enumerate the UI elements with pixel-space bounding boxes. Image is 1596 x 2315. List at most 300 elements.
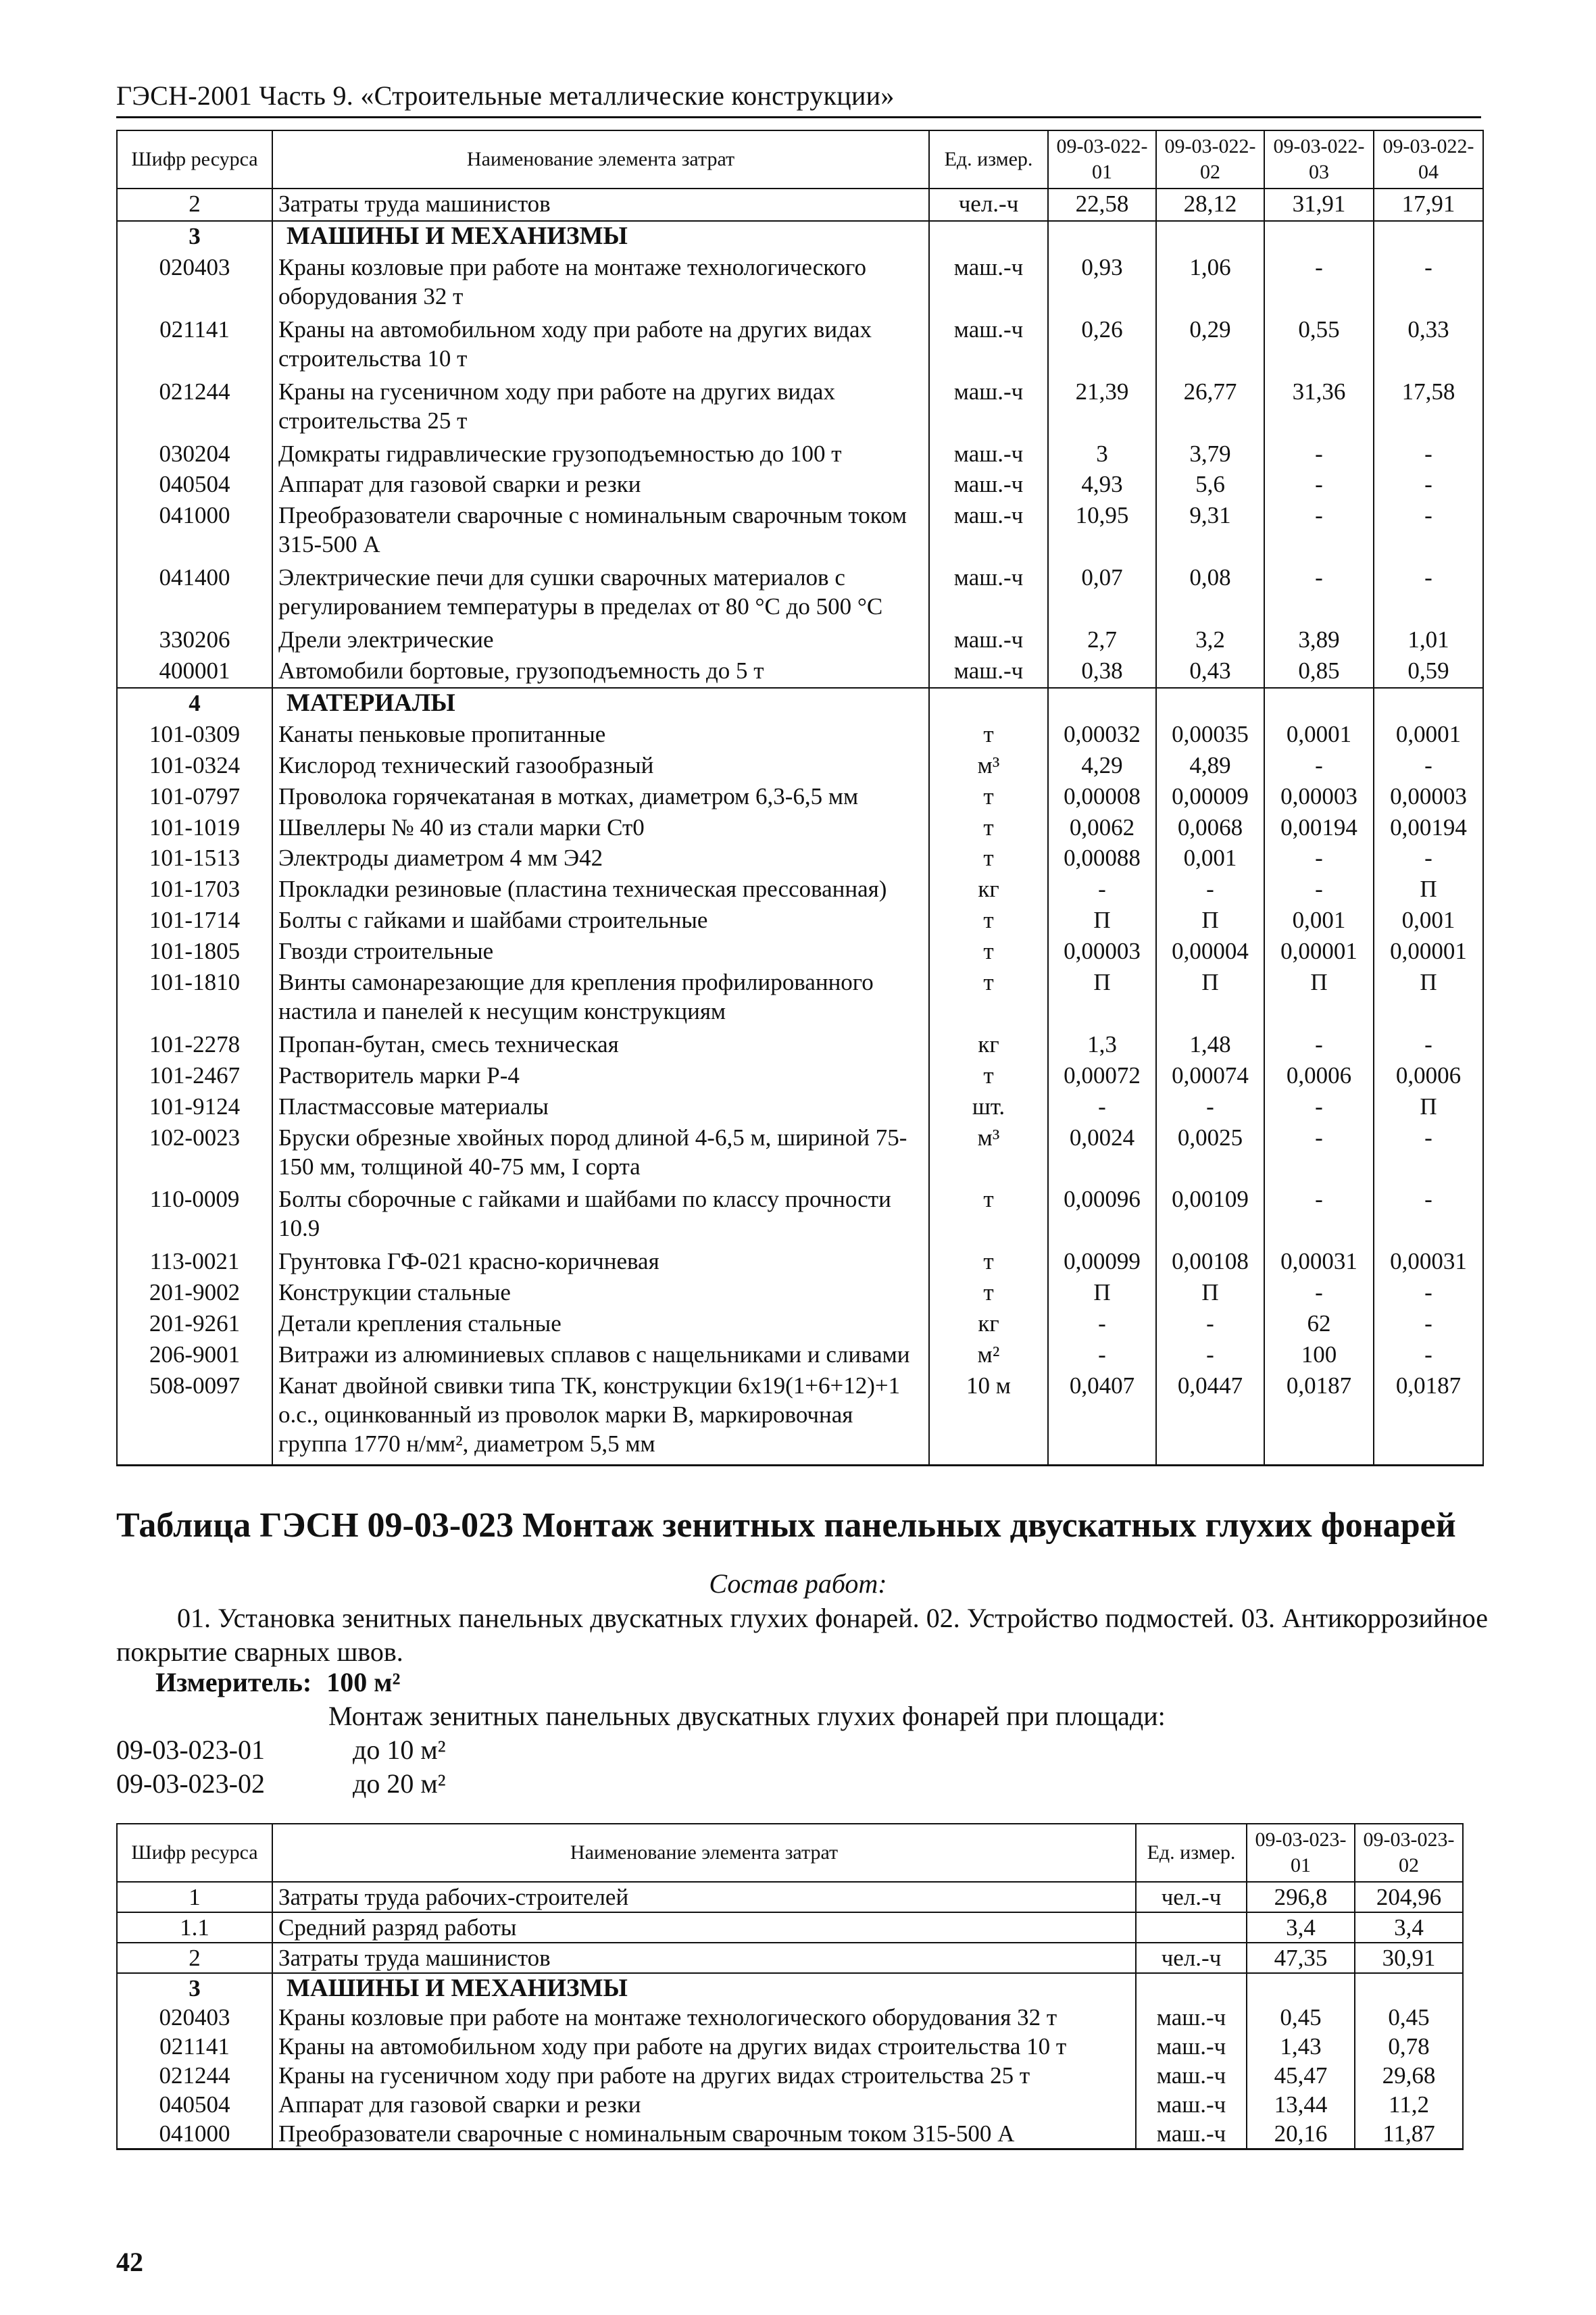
resource-name: Кислород технический газообразный: [272, 751, 929, 782]
resource-code: 101-0324: [117, 751, 272, 782]
table-row: [117, 874, 1483, 905]
value-variant-3: 0,00194: [1264, 813, 1374, 844]
resource-name: Болты с гайками и шайбами строительные: [272, 905, 929, 937]
value-variant-1: 0,0407: [1048, 1371, 1156, 1466]
unit: т: [929, 905, 1048, 937]
resource-code: 101-0797: [117, 782, 272, 813]
resource-name: Детали крепления стальные: [272, 1309, 929, 1340]
value-variant-4: -: [1374, 1340, 1483, 1371]
value-variant-1: 20,16: [1247, 2119, 1355, 2149]
value-variant-2: 0,43: [1156, 656, 1264, 688]
table-header-row: [117, 130, 1483, 189]
value-variant-3: 0,55: [1264, 315, 1374, 377]
resource-code: 041400: [117, 563, 272, 625]
value-variant-3: 0,0187: [1264, 1371, 1374, 1466]
value-variant-1: 13,44: [1247, 2090, 1355, 2119]
table-row: [117, 253, 1483, 315]
value-variant-2: [1156, 221, 1264, 253]
table-row: [117, 751, 1483, 782]
resource-code: 101-0309: [117, 720, 272, 751]
unit: м³: [929, 1123, 1048, 1185]
value-variant-4: -: [1374, 470, 1483, 501]
value-variant-2: 204,96: [1355, 1882, 1463, 1912]
value-variant-2: 28,12: [1156, 189, 1264, 221]
value-variant-1: 0,38: [1048, 656, 1156, 688]
value-variant-4: -: [1374, 843, 1483, 874]
table-row: [117, 1092, 1483, 1123]
value-variant-2: 29,68: [1355, 2061, 1463, 2090]
value-variant-1: 1,3: [1048, 1030, 1156, 1061]
value-variant-3: -: [1264, 1092, 1374, 1123]
value-variant-3: 0,00031: [1264, 1247, 1374, 1278]
resource-code: 101-1810: [117, 968, 272, 1030]
value-variant-1: -: [1048, 1309, 1156, 1340]
resource-name: Домкраты гидравлические грузоподъемностью до 100 т: [272, 439, 929, 470]
resource-code: 1: [117, 1882, 272, 1912]
resource-code: 3: [117, 1973, 272, 2003]
table-row: [117, 720, 1483, 751]
value-variant-4: 0,001: [1374, 905, 1483, 937]
resource-code: 2: [117, 1943, 272, 1973]
resource-name: Прокладки резиновые (пластина техническая прессованная): [272, 874, 929, 905]
table-row: [117, 1123, 1483, 1185]
value-variant-1: 10,95: [1048, 501, 1156, 563]
resource-name: Краны козловые при работе на монтаже технологического оборудования 32 т: [272, 253, 929, 315]
unit: кг: [929, 1030, 1048, 1061]
resource-name: Конструкции стальные: [272, 1278, 929, 1309]
value-variant-1: 4,29: [1048, 751, 1156, 782]
resource-name: Аппарат для газовой сварки и резки: [272, 2090, 1136, 2119]
value-variant-4: 0,33: [1374, 315, 1483, 377]
value-variant-2: 11,87: [1355, 2119, 1463, 2149]
value-variant-1: 21,39: [1048, 377, 1156, 439]
value-variant-3: -: [1264, 751, 1374, 782]
unit: [929, 221, 1048, 253]
resource-code: 101-2278: [117, 1030, 272, 1061]
resource-name: Винты самонарезающие для крепления профилированного настила и панелей к несущим конструкциям: [272, 968, 929, 1030]
value-variant-1: 0,00003: [1048, 937, 1156, 968]
resource-name: МАТЕРИАЛЫ: [272, 688, 929, 720]
resource-code: 3: [117, 221, 272, 253]
page-header: ГЭСН-2001 Часть 9. «Строительные металлические конструкции»: [116, 80, 895, 111]
resource-code: 101-1513: [117, 843, 272, 874]
resource-code: 400001: [117, 656, 272, 688]
value-variant-2: -: [1156, 1092, 1264, 1123]
value-variant-3: -: [1264, 874, 1374, 905]
value-variant-4: 0,00031: [1374, 1247, 1483, 1278]
unit: т: [929, 937, 1048, 968]
page-number: 42: [116, 2247, 143, 2277]
unit: м³: [929, 751, 1048, 782]
unit: шт.: [929, 1092, 1048, 1123]
value-variant-1: 0,00088: [1048, 843, 1156, 874]
resource-code: 102-0023: [117, 1123, 272, 1185]
resource-name: Витражи из алюминиевых сплавов с нащельниками и сливами: [272, 1340, 929, 1371]
value-variant-3: -: [1264, 1185, 1374, 1247]
resource-code: 101-9124: [117, 1092, 272, 1123]
value-variant-1: [1247, 1973, 1355, 2003]
value-variant-1: 0,93: [1048, 253, 1156, 315]
unit: маш.-ч: [929, 439, 1048, 470]
table-row: [117, 2032, 1463, 2061]
unit: маш.-ч: [1136, 2090, 1247, 2119]
value-variant-1: 0,0062: [1048, 813, 1156, 844]
value-variant-2: 3,79: [1156, 439, 1264, 470]
table-row: [117, 2119, 1463, 2149]
unit: чел.-ч: [1136, 1943, 1247, 1973]
value-variant-2: П: [1156, 905, 1264, 937]
col-header-code: Шифр ресурса: [117, 1824, 272, 1882]
value-variant-2: -: [1156, 1309, 1264, 1340]
value-variant-4: 17,58: [1374, 377, 1483, 439]
variant-code: 09-03-023-02: [116, 1768, 265, 1799]
unit: маш.-ч: [1136, 2119, 1247, 2149]
value-variant-4: 0,00003: [1374, 782, 1483, 813]
unit: маш.-ч: [929, 315, 1048, 377]
value-variant-2: 0,00035: [1156, 720, 1264, 751]
unit: чел.-ч: [1136, 1882, 1247, 1912]
value-variant-4: 1,01: [1374, 625, 1483, 656]
value-variant-4: -: [1374, 439, 1483, 470]
resource-code: 2: [117, 189, 272, 221]
value-variant-3: 0,0001: [1264, 720, 1374, 751]
table-row: [117, 1061, 1483, 1092]
value-variant-4: -: [1374, 253, 1483, 315]
value-variant-2: [1355, 1973, 1463, 2003]
unit: маш.-ч: [1136, 2061, 1247, 2090]
table-row: [117, 2003, 1463, 2032]
works-heading: Состав работ:: [709, 1568, 887, 1599]
resource-name: Грунтовка ГФ-021 красно-коричневая: [272, 1247, 929, 1278]
table-row: [117, 843, 1483, 874]
table-row: [117, 905, 1483, 937]
resource-name: Болты сборочные с гайками и шайбами по классу прочности 10.9: [272, 1185, 929, 1247]
resource-code: 101-1805: [117, 937, 272, 968]
table-row: [117, 656, 1483, 688]
value-variant-1: 22,58: [1048, 189, 1156, 221]
resource-code: 041000: [117, 2119, 272, 2149]
table-body: [117, 189, 1483, 1466]
resource-name: Преобразователи сварочные с номинальным сварочным током 315-500 А: [272, 501, 929, 563]
value-variant-2: 11,2: [1355, 2090, 1463, 2119]
measure-line: [155, 1666, 400, 1698]
resource-name: Растворитель марки Р-4: [272, 1061, 929, 1092]
unit: маш.-ч: [929, 563, 1048, 625]
value-variant-3: 100: [1264, 1340, 1374, 1371]
value-variant-4: 0,59: [1374, 656, 1483, 688]
col-header-variant-2: 09-03-022-02: [1156, 130, 1264, 189]
resource-code: 101-1703: [117, 874, 272, 905]
value-variant-3: 0,00003: [1264, 782, 1374, 813]
resource-code: 040504: [117, 470, 272, 501]
value-variant-4: -: [1374, 563, 1483, 625]
value-variant-4: П: [1374, 874, 1483, 905]
col-header-variant-2: 09-03-023-02: [1355, 1824, 1463, 1882]
col-header-variant-1: 09-03-022-01: [1048, 130, 1156, 189]
value-variant-1: П: [1048, 905, 1156, 937]
unit: маш.-ч: [929, 501, 1048, 563]
value-variant-1: 0,00008: [1048, 782, 1156, 813]
value-variant-3: -: [1264, 1030, 1374, 1061]
value-variant-4: [1374, 221, 1483, 253]
value-variant-1: 3,4: [1247, 1912, 1355, 1943]
col-header-unit: Ед. измер.: [1136, 1824, 1247, 1882]
value-variant-4: -: [1374, 751, 1483, 782]
table-row: [117, 625, 1483, 656]
value-variant-4: -: [1374, 1123, 1483, 1185]
value-variant-4: П: [1374, 968, 1483, 1030]
resource-code: 030204: [117, 439, 272, 470]
resource-code: 101-1714: [117, 905, 272, 937]
value-variant-3: 31,36: [1264, 377, 1374, 439]
resource-code: 113-0021: [117, 1247, 272, 1278]
value-variant-3: -: [1264, 1278, 1374, 1309]
value-variant-2: 0,00004: [1156, 937, 1264, 968]
resource-code: 330206: [117, 625, 272, 656]
unit: т: [929, 1061, 1048, 1092]
value-variant-1: 4,93: [1048, 470, 1156, 501]
table-row: [117, 1030, 1483, 1061]
table-row: [117, 2090, 1463, 2119]
value-variant-3: -: [1264, 501, 1374, 563]
value-variant-2: 0,00108: [1156, 1247, 1264, 1278]
unit: т: [929, 968, 1048, 1030]
value-variant-4: П: [1374, 1092, 1483, 1123]
value-variant-2: 0,0025: [1156, 1123, 1264, 1185]
value-variant-4: -: [1374, 501, 1483, 563]
table-row: [117, 189, 1483, 221]
unit: т: [929, 1185, 1048, 1247]
value-variant-2: 1,48: [1156, 1030, 1264, 1061]
value-variant-2: 0,0447: [1156, 1371, 1264, 1466]
table-row: [117, 1943, 1463, 1973]
resource-name: Проволока горячекатаная в мотках, диаметром 6,3-6,5 мм: [272, 782, 929, 813]
value-variant-1: 47,35: [1247, 1943, 1355, 1973]
col-header-name: Наименование элемента затрат: [272, 1824, 1136, 1882]
value-variant-1: [1048, 688, 1156, 720]
value-variant-3: -: [1264, 253, 1374, 315]
value-variant-3: 0,00001: [1264, 937, 1374, 968]
value-variant-3: -: [1264, 1123, 1374, 1185]
value-variant-4: 0,0001: [1374, 720, 1483, 751]
unit: т: [929, 1247, 1048, 1278]
unit: м²: [929, 1340, 1048, 1371]
value-variant-2: 0,08: [1156, 563, 1264, 625]
unit: т: [929, 1278, 1048, 1309]
unit: 10 м: [929, 1371, 1048, 1466]
value-variant-2: П: [1156, 968, 1264, 1030]
resource-code: 020403: [117, 253, 272, 315]
col-header-variant-3: 09-03-022-03: [1264, 130, 1374, 189]
table-row: [117, 937, 1483, 968]
resource-code: 021141: [117, 2032, 272, 2061]
resource-code: 041000: [117, 501, 272, 563]
resource-code: 040504: [117, 2090, 272, 2119]
unit: [1136, 1912, 1247, 1943]
value-variant-2: 3,2: [1156, 625, 1264, 656]
value-variant-2: П: [1156, 1278, 1264, 1309]
resource-code: 206-9001: [117, 1340, 272, 1371]
resource-name: Электрические печи для сушки сварочных материалов с регулированием температуры в пределах от 80 °С до 500 °С: [272, 563, 929, 625]
measure-label: Измеритель:: [155, 1667, 312, 1697]
table-row: [117, 782, 1483, 813]
variant-text: до 20 м²: [353, 1768, 446, 1799]
resource-name: Затраты труда машинистов: [272, 189, 929, 221]
unit: т: [929, 782, 1048, 813]
variants-description: Монтаж зенитных панельных двускатных глухих фонарей при площади:: [328, 1701, 1166, 1731]
value-variant-1: 0,00099: [1048, 1247, 1156, 1278]
value-variant-3: 3,89: [1264, 625, 1374, 656]
value-variant-4: 0,00001: [1374, 937, 1483, 968]
value-variant-1: -: [1048, 1340, 1156, 1371]
value-variant-2: 3,4: [1355, 1912, 1463, 1943]
value-variant-1: 0,00096: [1048, 1185, 1156, 1247]
value-variant-2: 0,45: [1355, 2003, 1463, 2032]
unit: т: [929, 813, 1048, 844]
table-row: [117, 1309, 1483, 1340]
value-variant-1: 296,8: [1247, 1882, 1355, 1912]
resource-code: 101-2467: [117, 1061, 272, 1092]
value-variant-2: 0,00009: [1156, 782, 1264, 813]
table-row: [117, 1882, 1463, 1912]
value-variant-1: 0,26: [1048, 315, 1156, 377]
table-row: [117, 1185, 1483, 1247]
resource-name: Краны на автомобильном ходу при работе на других видах строительства 10 т: [272, 315, 929, 377]
resource-name: Преобразователи сварочные с номинальным сварочным током 315-500 А: [272, 2119, 1136, 2149]
value-variant-2: 0,29: [1156, 315, 1264, 377]
resource-name: Затраты труда рабочих-строителей: [272, 1882, 1136, 1912]
value-variant-3: 62: [1264, 1309, 1374, 1340]
value-variant-4: -: [1374, 1185, 1483, 1247]
unit: маш.-ч: [1136, 2032, 1247, 2061]
value-variant-2: 5,6: [1156, 470, 1264, 501]
value-variant-3: -: [1264, 439, 1374, 470]
value-variant-2: 0,0068: [1156, 813, 1264, 844]
value-variant-1: -: [1048, 874, 1156, 905]
value-variant-4: [1374, 688, 1483, 720]
value-variant-4: 0,00194: [1374, 813, 1483, 844]
col-header-variant-1: 09-03-023-01: [1247, 1824, 1355, 1882]
value-variant-4: 17,91: [1374, 189, 1483, 221]
table-row: [117, 1340, 1483, 1371]
resource-name: Краны на автомобильном ходу при работе на других видах строительства 10 т: [272, 2032, 1136, 2061]
col-header-name: Наименование элемента затрат: [272, 130, 929, 189]
table-row: [117, 813, 1483, 844]
value-variant-2: 0,78: [1355, 2032, 1463, 2061]
value-variant-1: П: [1048, 968, 1156, 1030]
value-variant-3: -: [1264, 470, 1374, 501]
resource-table-023: [116, 1823, 1464, 2150]
resource-code: 4: [117, 688, 272, 720]
variant-line: [116, 1734, 446, 1766]
value-variant-3: -: [1264, 843, 1374, 874]
table-row: [117, 221, 1483, 253]
value-variant-1: 0,00072: [1048, 1061, 1156, 1092]
table-row: [117, 1247, 1483, 1278]
variant-text: до 10 м²: [353, 1735, 446, 1765]
value-variant-1: 3: [1048, 439, 1156, 470]
resource-code: 201-9261: [117, 1309, 272, 1340]
resource-name: Пластмассовые материалы: [272, 1092, 929, 1123]
value-variant-3: 0,85: [1264, 656, 1374, 688]
resource-name: Пропан-бутан, смесь техническая: [272, 1030, 929, 1061]
unit: кг: [929, 874, 1048, 905]
value-variant-4: -: [1374, 1030, 1483, 1061]
resource-name: Автомобили бортовые, грузоподъемность до 5 т: [272, 656, 929, 688]
resource-name: МАШИНЫ И МЕХАНИЗМЫ: [272, 221, 929, 253]
value-variant-2: 26,77: [1156, 377, 1264, 439]
resource-name: Краны на гусеничном ходу при работе на других видах строительства 25 т: [272, 2061, 1136, 2090]
value-variant-4: 0,0187: [1374, 1371, 1483, 1466]
unit: кг: [929, 1309, 1048, 1340]
value-variant-3: [1264, 221, 1374, 253]
resource-table-022: [116, 130, 1484, 1466]
table-row: [117, 968, 1483, 1030]
resource-name: Краны на гусеничном ходу при работе на других видах строительства 25 т: [272, 377, 929, 439]
unit: т: [929, 843, 1048, 874]
resource-name: Электроды диаметром 4 мм Э42: [272, 843, 929, 874]
resource-code: 508-0097: [117, 1371, 272, 1466]
unit: маш.-ч: [929, 625, 1048, 656]
resource-name: Гвозди строительные: [272, 937, 929, 968]
resource-name: Затраты труда машинистов: [272, 1943, 1136, 1973]
table-row: [117, 439, 1483, 470]
value-variant-3: 0,0006: [1264, 1061, 1374, 1092]
table-row: [117, 470, 1483, 501]
resource-name: Канат двойной свивки типа ТК, конструкции 6х19(1+6+12)+1 о.с., оцинкованный из проволок марки В, маркировочная группа 1770 н/мм², диаметром 5,5 мм: [272, 1371, 929, 1466]
value-variant-1: 1,43: [1247, 2032, 1355, 2061]
table-row: [117, 563, 1483, 625]
table-row: [117, 1912, 1463, 1943]
table-row: [117, 501, 1483, 563]
value-variant-2: 9,31: [1156, 501, 1264, 563]
value-variant-2: -: [1156, 1340, 1264, 1371]
table-row: [117, 2061, 1463, 2090]
table-row: [117, 1973, 1463, 2003]
value-variant-1: -: [1048, 1092, 1156, 1123]
value-variant-1: 45,47: [1247, 2061, 1355, 2090]
resource-code: 021244: [117, 2061, 272, 2090]
resource-name: МАШИНЫ И МЕХАНИЗМЫ: [272, 1973, 1136, 2003]
variant-line: [116, 1768, 446, 1799]
value-variant-1: 0,07: [1048, 563, 1156, 625]
col-header-code: Шифр ресурса: [117, 130, 272, 189]
value-variant-4: -: [1374, 1309, 1483, 1340]
value-variant-3: 0,001: [1264, 905, 1374, 937]
resource-name: Швеллеры № 40 из стали марки Ст0: [272, 813, 929, 844]
table-body: [117, 1882, 1463, 2149]
value-variant-3: [1264, 688, 1374, 720]
value-variant-3: П: [1264, 968, 1374, 1030]
value-variant-2: 1,06: [1156, 253, 1264, 315]
value-variant-2: 0,00109: [1156, 1185, 1264, 1247]
unit: [1136, 1973, 1247, 2003]
value-variant-2: [1156, 688, 1264, 720]
header-rule: [116, 116, 1481, 118]
resource-name: Аппарат для газовой сварки и резки: [272, 470, 929, 501]
unit: маш.-ч: [929, 253, 1048, 315]
section-title: Таблица ГЭСН 09-03-023 Монтаж зенитных панельных двускатных глухих фонарей: [116, 1506, 1456, 1545]
col-header-unit: Ед. измер.: [929, 130, 1048, 189]
resource-code: 201-9002: [117, 1278, 272, 1309]
resource-code: 1.1: [117, 1912, 272, 1943]
table-row: [117, 315, 1483, 377]
resource-code: 101-1019: [117, 813, 272, 844]
value-variant-3: -: [1264, 563, 1374, 625]
value-variant-1: 0,45: [1247, 2003, 1355, 2032]
value-variant-1: 2,7: [1048, 625, 1156, 656]
value-variant-1: [1048, 221, 1156, 253]
